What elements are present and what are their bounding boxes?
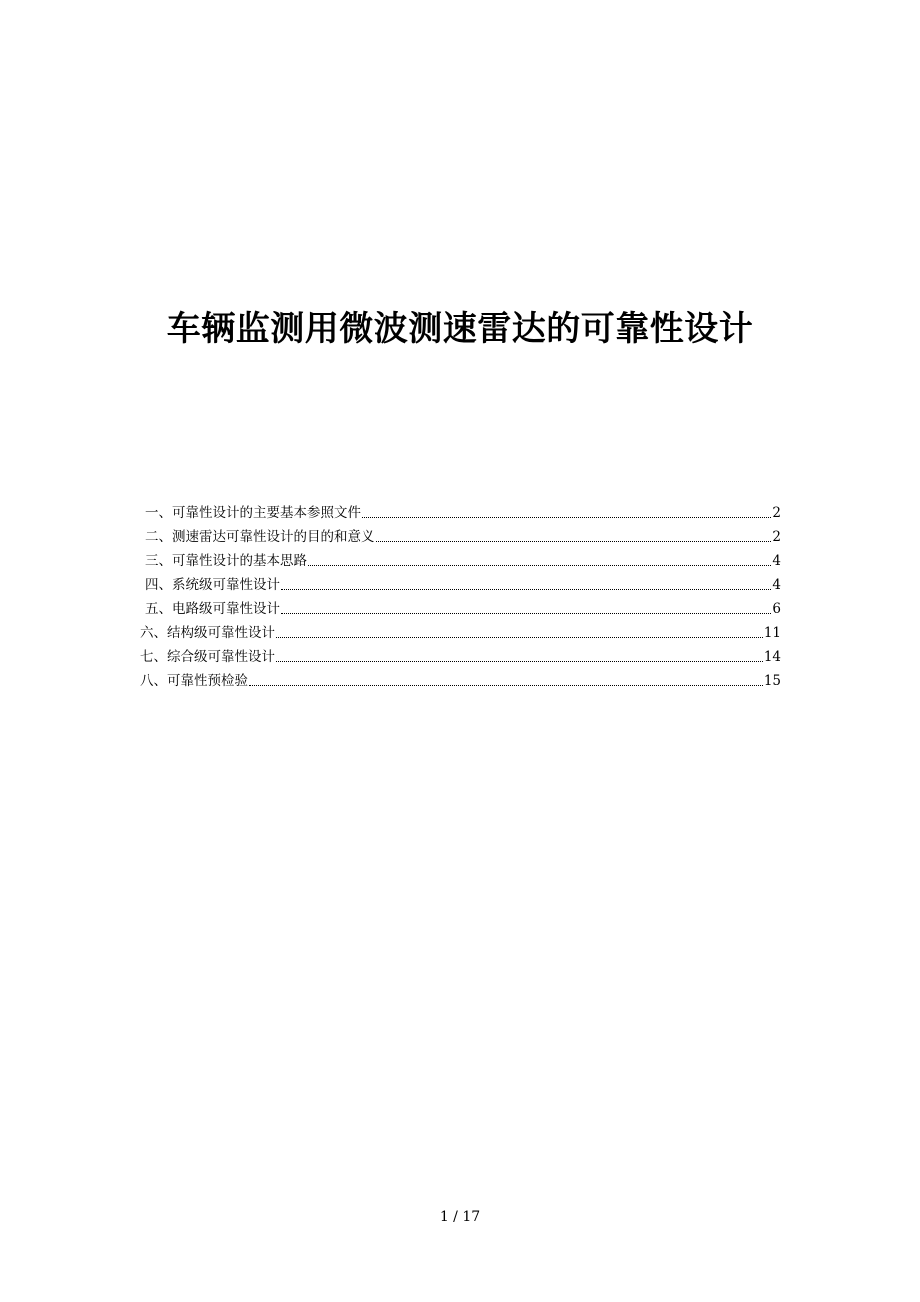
document-title: 车辆监测用微波测速雷达的可靠性设计 (166, 309, 754, 349)
toc-leader-dots (362, 516, 771, 518)
toc-leader-dots (376, 540, 772, 542)
toc-entry-page: 2 (772, 529, 781, 545)
toc-entry-label: 二、测速雷达可靠性设计的目的和意义 (145, 529, 375, 545)
toc-entry-page: 11 (763, 625, 781, 641)
toc-entry-label: 八、可靠性预检验 (140, 673, 248, 689)
toc-entry[interactable] (140, 644, 781, 666)
toc-entry-page: 15 (763, 673, 781, 689)
toc-entry-page: 4 (772, 577, 781, 593)
toc-entry-label: 六、结构级可靠性设计 (140, 625, 275, 641)
toc-entry[interactable] (140, 668, 781, 690)
toc-entry[interactable] (145, 500, 781, 522)
toc-entry[interactable] (145, 524, 781, 546)
toc-entry[interactable] (140, 620, 781, 642)
toc-entry[interactable] (145, 572, 781, 594)
toc-entry-label: 七、综合级可靠性设计 (140, 649, 275, 665)
toc-entry-label: 五、电路级可靠性设计 (145, 601, 280, 617)
toc-leader-dots (276, 636, 763, 638)
toc-entry-label: 三、可靠性设计的基本思路 (145, 553, 307, 569)
toc-entry-page: 2 (772, 505, 781, 521)
toc-entry[interactable] (145, 548, 781, 570)
toc-leader-dots (281, 612, 771, 614)
page-number-indicator: 1 / 17 (439, 1209, 481, 1225)
toc-entry-page: 4 (772, 553, 781, 569)
toc-leader-dots (281, 588, 771, 590)
toc-entry-label: 一、可靠性设计的主要基本参照文件 (145, 505, 361, 521)
toc-leader-dots (249, 684, 763, 686)
toc-entry-label: 四、系统级可靠性设计 (145, 577, 280, 593)
toc-entry[interactable] (145, 596, 781, 618)
toc-entry-page: 6 (772, 601, 781, 617)
toc-leader-dots (308, 564, 771, 566)
toc-leader-dots (276, 660, 763, 662)
toc-entry-page: 14 (763, 649, 781, 665)
